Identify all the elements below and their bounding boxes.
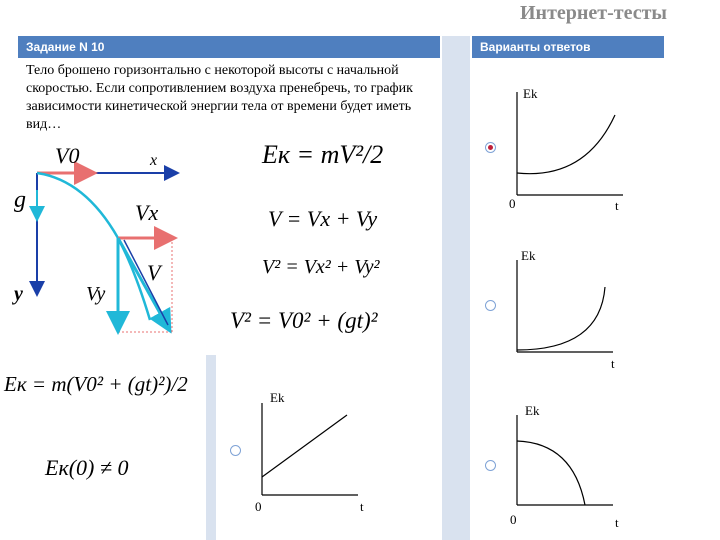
option-3-radio[interactable] <box>230 445 241 456</box>
answers-header: Варианты ответов <box>472 36 664 58</box>
option-2-xlabel: t <box>611 356 615 371</box>
option-4-radio[interactable] <box>485 460 496 471</box>
label-vy: Vy <box>86 283 106 305</box>
option-2-ylabel: Ek <box>521 248 536 263</box>
question-text: Тело брошено горизонтально с некоторой высоты с начальной скоростью. Если сопротивлением воздуха пренебречь, то график зависимости кинетической энергии тела от времени будет иметь вид… <box>26 63 413 132</box>
option-4-xlabel: t <box>615 515 619 530</box>
option-4-origin: 0 <box>510 512 517 527</box>
trajectory-diagram <box>0 135 215 345</box>
label-v0: V0 <box>55 143 80 168</box>
task-header: Задание N 10 <box>18 36 440 58</box>
formula-ek-zero: Eк(0) ≠ 0 <box>45 455 129 480</box>
label-y: y <box>14 283 23 305</box>
option-4-ylabel: Ek <box>525 403 540 418</box>
option-3-origin: 0 <box>255 499 262 514</box>
option-1-radio[interactable] <box>485 142 496 153</box>
inner-divider <box>206 355 216 540</box>
option-4-graph <box>505 397 640 535</box>
option-3-ylabel: Ek <box>270 390 285 405</box>
option-1-xlabel: t <box>615 198 619 213</box>
option-3-xlabel: t <box>360 499 364 514</box>
label-vx: Vx <box>135 200 159 225</box>
option-2-radio[interactable] <box>485 300 496 311</box>
formula-ek-main: Eк = mV²/2 <box>262 140 384 169</box>
label-x: x <box>150 152 158 169</box>
label-g: g <box>14 187 26 213</box>
label-v: V <box>147 260 161 285</box>
formula-v-sq: V² = Vx² + Vy² <box>262 256 380 278</box>
site-title: Интернет-тесты <box>520 2 668 24</box>
formula-v-full: V² = V0² + (gt)² <box>230 308 378 333</box>
formula-ek-full: Eк = m(V0² + (gt)²)/2 <box>4 372 188 396</box>
option-3-graph <box>250 385 385 520</box>
option-1-origin: 0 <box>509 196 516 211</box>
option-1-ylabel: Ek <box>523 86 538 101</box>
formula-v-vec: V = Vx + Vy <box>268 206 378 231</box>
panel-divider <box>442 36 470 540</box>
option-2-graph <box>505 242 640 377</box>
option-1-graph <box>505 80 640 215</box>
